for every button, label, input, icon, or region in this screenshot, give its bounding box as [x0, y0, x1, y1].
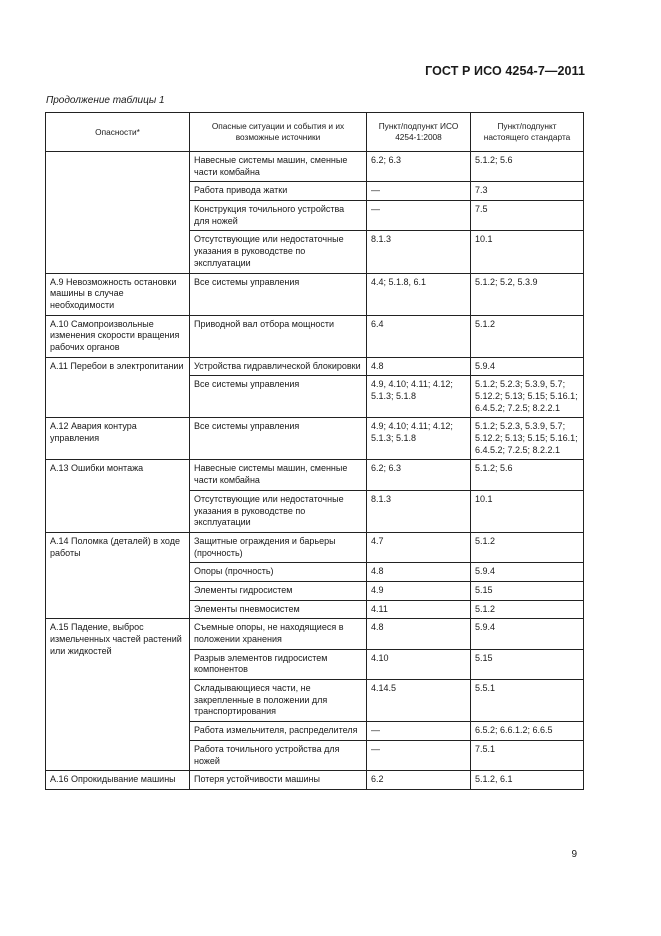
hazard-cell: А.12 Авария контура управления [46, 418, 190, 460]
standard-clause-cell: 5.9.4 [471, 563, 584, 582]
table-header-row [46, 113, 584, 152]
hazards-table [45, 112, 584, 790]
standard-clause-cell: 7.5.1 [471, 740, 584, 770]
standard-clause-cell: 5.9.4 [471, 619, 584, 649]
iso-clause-cell: 4.8 [367, 357, 471, 376]
standard-clause-cell: 5.5.1 [471, 680, 584, 722]
iso-clause-cell: 4.10 [367, 649, 471, 679]
standard-clause-cell: 5.9.4 [471, 357, 584, 376]
situation-cell: Все системы управления [190, 273, 367, 315]
situation-cell: Защитные ограждения и барьеры (прочность) [190, 532, 367, 562]
document-standard-header: ГОСТ Р ИСО 4254-7—2011 [425, 64, 585, 78]
hazard-cell: А.10 Самопроизвольные изменения скорости вращения рабочих органов [46, 315, 190, 357]
table-caption: Продолжение таблицы 1 [46, 95, 165, 106]
iso-clause-cell: — [367, 201, 471, 231]
situation-cell: Опоры (прочность) [190, 563, 367, 582]
standard-clause-cell: 5.1.2 [471, 600, 584, 619]
standard-clause-cell: 5.1.2; 5.2.3, 5.3.9, 5.7; 5.12.2; 5.13; 5.15; 5.16.1; 6.4.5.2; 7.2.5; 8.2.2.1 [471, 418, 584, 460]
table-row [46, 273, 584, 315]
hazard-cell: А.16 Опрокидывание машины [46, 771, 190, 790]
iso-clause-cell: 4.8 [367, 619, 471, 649]
column-header-hazards: Опасности* [46, 113, 190, 152]
standard-clause-cell: 6.5.2; 6.6.1.2; 6.6.5 [471, 722, 584, 741]
situation-cell: Навесные системы машин, сменные части комбайна [190, 460, 367, 490]
iso-clause-cell: 4.4; 5.1.8, 6.1 [367, 273, 471, 315]
iso-clause-cell: 4.11 [367, 600, 471, 619]
situation-cell: Работа точильного устройства для ножей [190, 740, 367, 770]
standard-clause-cell: 5.1.2; 5.6 [471, 152, 584, 182]
iso-clause-cell: — [367, 182, 471, 201]
situation-cell: Складывающиеся части, не закрепленные в положении для транспортирования [190, 680, 367, 722]
iso-clause-cell: 4.9, 4.10; 4.11; 4.12; 5.1.3; 5.1.8 [367, 376, 471, 418]
situation-cell: Конструкция точильного устройства для ножей [190, 201, 367, 231]
situation-cell: Отсутствующие или недостаточные указания в руководстве по эксплуатации [190, 490, 367, 532]
hazard-cell: А.13 Ошибки монтажа [46, 460, 190, 532]
hazard-cell: А.11 Перебои в электропитании [46, 357, 190, 418]
table-row [46, 315, 584, 357]
iso-clause-cell: — [367, 740, 471, 770]
standard-clause-cell: 5.15 [471, 581, 584, 600]
situation-cell: Элементы гидросистем [190, 581, 367, 600]
iso-clause-cell: 4.14.5 [367, 680, 471, 722]
situation-cell: Потеря устойчивости машины [190, 771, 367, 790]
iso-clause-cell: 6.2; 6.3 [367, 460, 471, 490]
situation-cell: Все системы управления [190, 376, 367, 418]
hazard-cell: А.9 Невозможность остановки машины в случае необходимости [46, 273, 190, 315]
table-row [46, 460, 584, 490]
situation-cell: Отсутствующие или недостаточные указания в руководстве по эксплуатации [190, 231, 367, 273]
iso-clause-cell: — [367, 722, 471, 741]
standard-clause-cell: 5.1.2; 5.2.3; 5.3.9, 5.7; 5.12.2; 5.13; 5.15; 5.16.1; 6.4.5.2; 7.2.5; 8.2.2.1 [471, 376, 584, 418]
situation-cell: Работа привода жатки [190, 182, 367, 201]
situation-cell: Съемные опоры, не находящиеся в положении хранения [190, 619, 367, 649]
standard-clause-cell: 5.1.2 [471, 315, 584, 357]
hazard-cell: А.15 Падение, выброс измельченных частей растений или жидкостей [46, 619, 190, 771]
iso-clause-cell: 4.7 [367, 532, 471, 562]
column-header-situations: Опасные ситуации и события и их возможные источники [190, 113, 367, 152]
table-row [46, 418, 584, 460]
column-header-iso-clause: Пункт/подпункт ИСО 4254-1:2008 [367, 113, 471, 152]
situation-cell: Работа измельчителя, распределителя [190, 722, 367, 741]
table-row [46, 619, 584, 649]
standard-clause-cell: 5.15 [471, 649, 584, 679]
hazard-cell [46, 152, 190, 274]
situation-cell: Устройства гидравлической блокировки [190, 357, 367, 376]
iso-clause-cell: 6.4 [367, 315, 471, 357]
iso-clause-cell: 6.2 [367, 771, 471, 790]
iso-clause-cell: 6.2; 6.3 [367, 152, 471, 182]
table-row [46, 357, 584, 376]
iso-clause-cell: 4.9 [367, 581, 471, 600]
standard-clause-cell: 5.1.2; 5.2, 5.3.9 [471, 273, 584, 315]
column-header-standard-clause: Пункт/подпункт настоящего стандарта [471, 113, 584, 152]
hazard-cell: А.14 Поломка (деталей) в ходе работы [46, 532, 190, 618]
standard-clause-cell: 5.1.2; 5.6 [471, 460, 584, 490]
iso-clause-cell: 4.8 [367, 563, 471, 582]
table-row [46, 152, 584, 182]
iso-clause-cell: 8.1.3 [367, 231, 471, 273]
situation-cell: Приводной вал отбора мощности [190, 315, 367, 357]
standard-clause-cell: 5.1.2, 6.1 [471, 771, 584, 790]
table-row [46, 771, 584, 790]
standard-clause-cell: 5.1.2 [471, 532, 584, 562]
situation-cell: Разрыв элементов гидросистем компонентов [190, 649, 367, 679]
standard-clause-cell: 10.1 [471, 490, 584, 532]
standard-clause-cell: 7.3 [471, 182, 584, 201]
iso-clause-cell: 8.1.3 [367, 490, 471, 532]
standard-clause-cell: 7.5 [471, 201, 584, 231]
standard-clause-cell: 10.1 [471, 231, 584, 273]
situation-cell: Все системы управления [190, 418, 367, 460]
table-row [46, 532, 584, 562]
page-number: 9 [571, 849, 577, 860]
iso-clause-cell: 4.9; 4.10; 4.11; 4.12; 5.1.3; 5.1.8 [367, 418, 471, 460]
situation-cell: Навесные системы машин, сменные части комбайна [190, 152, 367, 182]
situation-cell: Элементы пневмосистем [190, 600, 367, 619]
